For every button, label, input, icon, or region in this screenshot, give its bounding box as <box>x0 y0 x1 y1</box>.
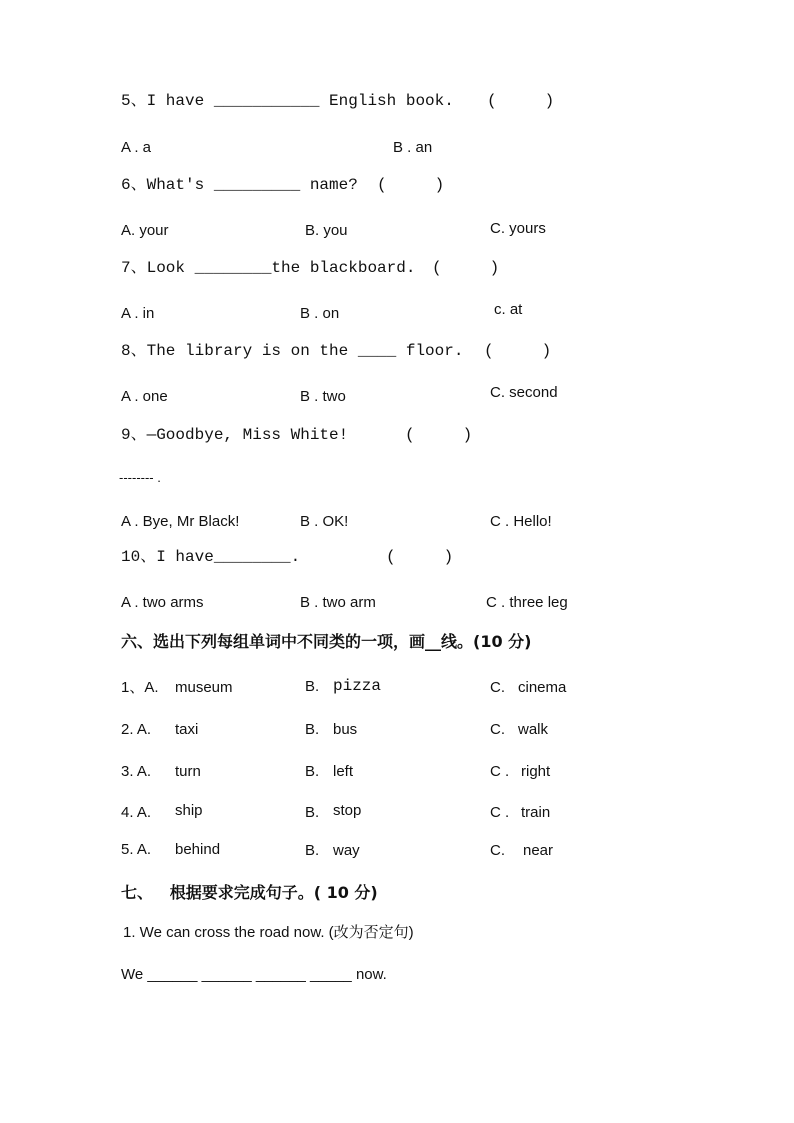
word-c[interactable]: train <box>521 804 551 821</box>
answer-paren[interactable]: ( ) <box>432 259 500 277</box>
option-b: B. you <box>305 222 348 239</box>
option-c-label: C. <box>490 842 505 859</box>
option-c: c. at <box>494 301 523 318</box>
option-c: C. yours <box>490 220 546 237</box>
question-9-stem: 9、—Goodbye, Miss White! <box>121 426 349 444</box>
row-number: 1、A. <box>121 679 159 696</box>
word-c[interactable]: cinema <box>518 679 567 696</box>
option-b: B . two arm <box>300 594 376 611</box>
question-6-stem: 6、What's _________ name? <box>121 176 358 194</box>
answer-paren[interactable]: ( ) <box>377 176 445 194</box>
word-b[interactable]: left <box>333 763 354 780</box>
section-7-answer-line[interactable]: We ______ ______ ______ _____ now. <box>121 966 387 983</box>
option-b-label: B. <box>305 721 320 738</box>
question-5-stem: 5、I have ___________ English book. <box>121 92 454 110</box>
option-c-label: C. <box>490 721 505 738</box>
option-a: A . Bye, Mr Black! <box>121 513 240 530</box>
word-a[interactable]: ship <box>175 802 203 819</box>
section-7-question-1: 1. We can cross the road now. (改为否定句) <box>123 924 414 941</box>
word-a[interactable]: taxi <box>175 721 199 738</box>
option-b-label: B. <box>305 842 320 859</box>
word-a[interactable]: museum <box>175 679 233 696</box>
option-c: C. second <box>490 384 558 401</box>
word-b[interactable]: stop <box>333 802 362 819</box>
word-b[interactable]: pizza <box>333 677 382 695</box>
row-number: 5. A. <box>121 841 152 858</box>
word-c[interactable]: near <box>523 842 554 859</box>
option-b: B . on <box>300 305 340 322</box>
question-10-stem: 10、I have________. <box>121 548 301 566</box>
answer-paren[interactable]: ( ) <box>484 342 552 360</box>
option-a: A . in <box>121 305 155 322</box>
question-7-stem: 7、Look ________the blackboard. <box>121 259 416 277</box>
option-a: A . two arms <box>121 594 204 611</box>
option-c-label: C . <box>490 763 510 780</box>
option-c-label: C. <box>490 679 505 696</box>
word-b[interactable]: way <box>333 842 360 859</box>
option-b: B . OK! <box>300 513 349 530</box>
word-c[interactable]: walk <box>518 721 549 738</box>
option-b-label: B. <box>305 804 320 821</box>
option-a: A . a <box>121 139 152 156</box>
answer-paren[interactable]: ( ) <box>487 92 555 110</box>
option-b: B . two <box>300 388 346 405</box>
section-7-title: 七、 根据要求完成句子。( 10 分) <box>121 883 378 902</box>
question-8-stem: 8、The library is on the ____ floor. <box>121 342 464 360</box>
word-a[interactable]: turn <box>175 763 201 780</box>
word-b[interactable]: bus <box>333 721 358 738</box>
row-number: 4. A. <box>121 804 152 821</box>
option-b-label: B. <box>305 763 320 780</box>
answer-paren[interactable]: ( ) <box>405 426 473 444</box>
option-b-label: B. <box>305 678 320 695</box>
dialogue-reply: -------- . <box>119 470 161 485</box>
option-b: B . an <box>393 139 433 156</box>
row-number: 2. A. <box>121 721 152 738</box>
option-c-label: C . <box>490 804 510 821</box>
answer-paren[interactable]: ( ) <box>386 548 454 566</box>
option-a: A. your <box>121 222 169 239</box>
word-a[interactable]: behind <box>175 841 221 858</box>
word-c[interactable]: right <box>521 763 551 780</box>
row-number: 3. A. <box>121 763 152 780</box>
option-a: A . one <box>121 388 168 405</box>
option-c: C . three leg <box>486 594 568 611</box>
section-6-title: 六、选出下列每组单词中不同类的一项，画__线。(10 分) <box>121 632 532 651</box>
option-c: C . Hello! <box>490 513 552 530</box>
